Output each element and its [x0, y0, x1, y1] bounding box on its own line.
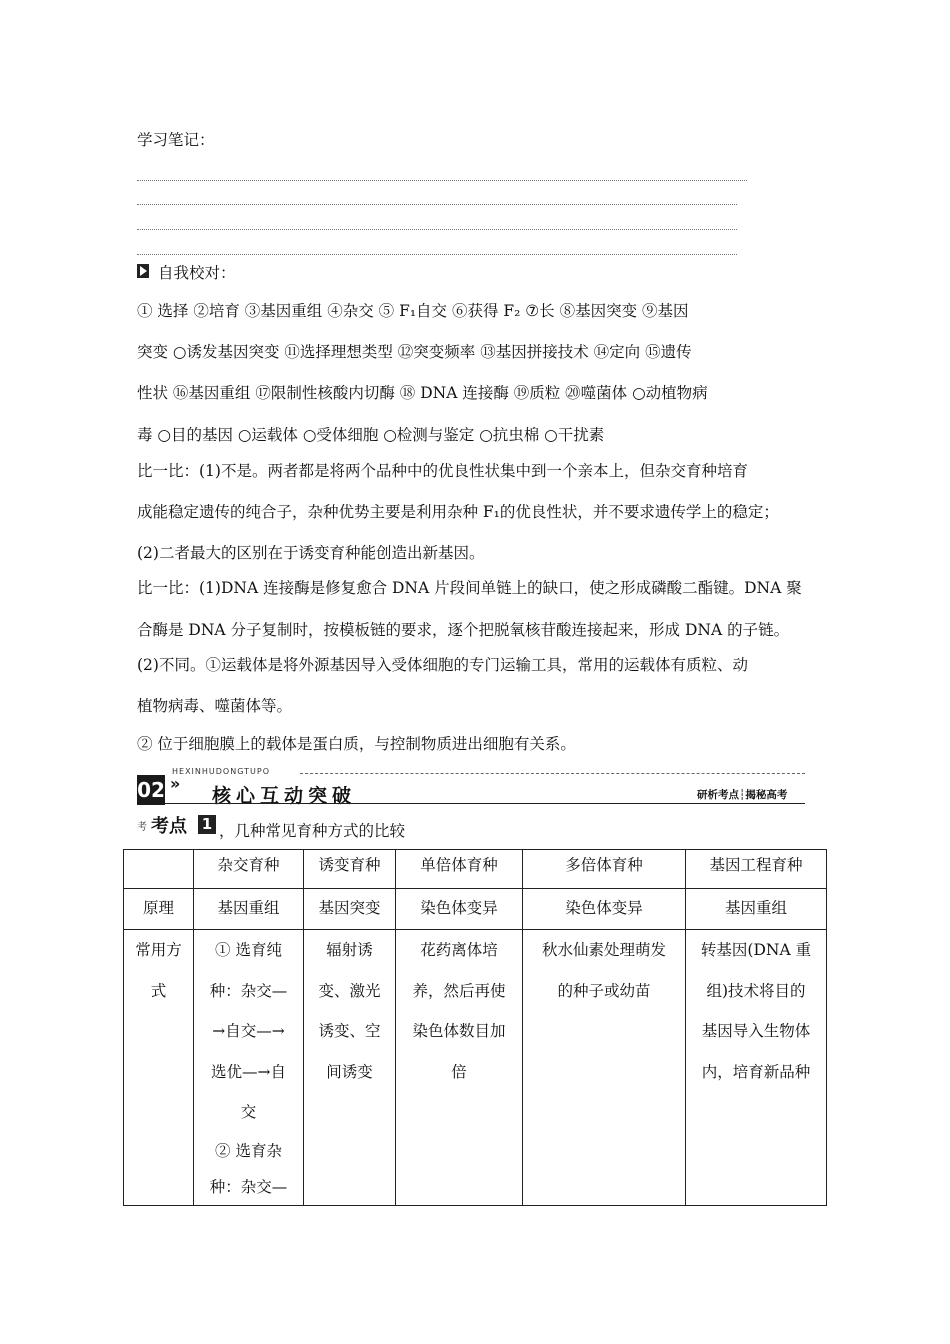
section-number: 02: [137, 775, 165, 805]
double-arrow-icon: »: [170, 774, 181, 793]
note-line: [137, 180, 747, 181]
cell-line: 组)技术将目的: [706, 981, 806, 1000]
section-rule: [165, 803, 805, 804]
compare-line: (2)不同。①运载体是将外源基因导入受体细胞的专门运输工具，常用的运载体有质粒、动: [137, 656, 748, 674]
breeding-table: [123, 849, 827, 1206]
cell-line: 种：杂交—: [209, 1177, 288, 1196]
compare-line: 植物病毒、噬菌体等。: [137, 697, 293, 715]
answer-line: 性状 ⑯基因重组 ⑰限制性核酸内切酶 ⑱ DNA 连接酶 ⑲质粒 ⑳噬菌体 ○动植物病: [137, 384, 708, 402]
compare-line: 合酶是 DNA 分子复制时，按模板链的要求，逐个把脱氧核苷酸连接起来，形成 DNA 的子链。: [137, 621, 790, 639]
cell-line: ② 选育杂: [215, 1141, 282, 1160]
cell-line: 转基因(DNA 重: [700, 941, 812, 959]
cell-line: 养，然后再使: [412, 981, 506, 1000]
note-line: [137, 204, 737, 205]
compare-line: ② 位于细胞膜上的载体是蛋白质，与控制物质进出细胞有关系。: [137, 735, 576, 753]
cell-line: 诱变、空: [318, 1022, 381, 1040]
kaodian-prefix: 考: [137, 822, 147, 833]
table-cell: [523, 930, 686, 1206]
table-cell: 基因重组: [194, 889, 304, 930]
table-row: [124, 930, 827, 1206]
table-header-cell: 诱变育种: [304, 850, 396, 889]
compare-line: 成能稳定遗传的纯合子，杂种优势主要是利用杂种 F₁的优良性状，并不要求遗传学上的稳定；: [137, 503, 779, 521]
table-header-cell: 杂交育种: [194, 850, 304, 889]
table-cell: [194, 930, 304, 1206]
table-cell: 基因突变: [304, 889, 396, 930]
section-pinyin: HEXINHUDONGTUPO: [172, 767, 270, 776]
answer-line: 毒 ○目的基因 ○运载体 ○受体细胞 ○检测与鉴定 ○抗虫棉 ○干扰素: [137, 426, 605, 444]
cell-line: 秋水仙素处理萌发: [541, 941, 666, 959]
table-row: [124, 889, 827, 930]
table-cell: 基因重组: [686, 889, 827, 930]
kaodian-number: 1: [198, 815, 216, 834]
cell-line: ① 选育纯: [215, 941, 282, 959]
cell-line: 的种子或幼苗: [557, 981, 651, 1000]
cell-line: 变、激光: [318, 981, 381, 1000]
triangle-marker-icon: [137, 263, 149, 277]
table-header-row: [124, 850, 827, 889]
cell-line: 染色体数目加: [412, 1022, 506, 1040]
note-line: [137, 254, 737, 255]
cell-line: →自交—→: [212, 1022, 285, 1040]
cell-line: 倍: [451, 1062, 467, 1081]
table-cell: [124, 930, 194, 1206]
answer-line: 突变 ○诱发基因突变 ⑪选择理想类型 ⑫突变频率 ⑬基因拼接技术 ⑭定向 ⑮遗传: [137, 343, 692, 361]
compare-line: 比一比：(1)DNA 连接酶是修复愈合 DNA 片段间单链上的缺口，使之形成磷酸二酯键。DNA 聚: [137, 579, 802, 597]
cell-line: 内，培育新品种: [701, 1062, 811, 1081]
section-subtitle: 研析考点┆揭秘高考: [697, 789, 788, 801]
self-check-title: 自我校对：: [158, 264, 236, 282]
cell-line: 常用方: [135, 941, 182, 959]
section-title: 核心互动突破: [212, 785, 357, 807]
kaodian-label: 考点: [151, 816, 187, 837]
compare-line: 比一比：(1)不是。两者都是将两个品种中的优良性状集中到一个亲本上，但杂交育种培育: [137, 462, 748, 480]
notes-title: 学习笔记：: [137, 131, 215, 149]
table-cell: [396, 930, 523, 1206]
table-header-cell: 多倍体育种: [523, 850, 686, 889]
kaodian-title: ，几种常见育种方式的比较: [219, 822, 406, 840]
table-header-cell: 基因工程育种: [686, 850, 827, 889]
answer-line: ① 选择 ②培育 ③基因重组 ④杂交 ⑤ F₁自交 ⑥获得 F₂ ⑦长 ⑧基因突变 ⑨基因: [137, 302, 689, 320]
note-line: [137, 229, 737, 230]
cell-line: 间诱变: [326, 1062, 373, 1081]
section-dots: [300, 773, 805, 774]
table-header-cell: 单倍体育种: [396, 850, 523, 889]
table-header-cell: [124, 850, 194, 889]
table-cell: 染色体变异: [396, 889, 523, 930]
table-cell: [304, 930, 396, 1206]
cell-line: 辐射诱: [326, 941, 373, 959]
table-cell: [686, 930, 827, 1206]
cell-line: 交: [240, 1103, 257, 1121]
cell-line: 基因导入生物体: [701, 1022, 811, 1040]
cell-line: 选优—→自: [211, 1062, 286, 1081]
table-cell: 原理: [124, 889, 194, 930]
cell-line: 式: [150, 981, 167, 1000]
table-cell: 染色体变异: [523, 889, 686, 930]
cell-line: 种：杂交—: [209, 981, 288, 1000]
cell-line: 花药离体培: [420, 941, 498, 959]
compare-line: (2)二者最大的区别在于诱变育种能创造出新基因。: [137, 544, 485, 562]
